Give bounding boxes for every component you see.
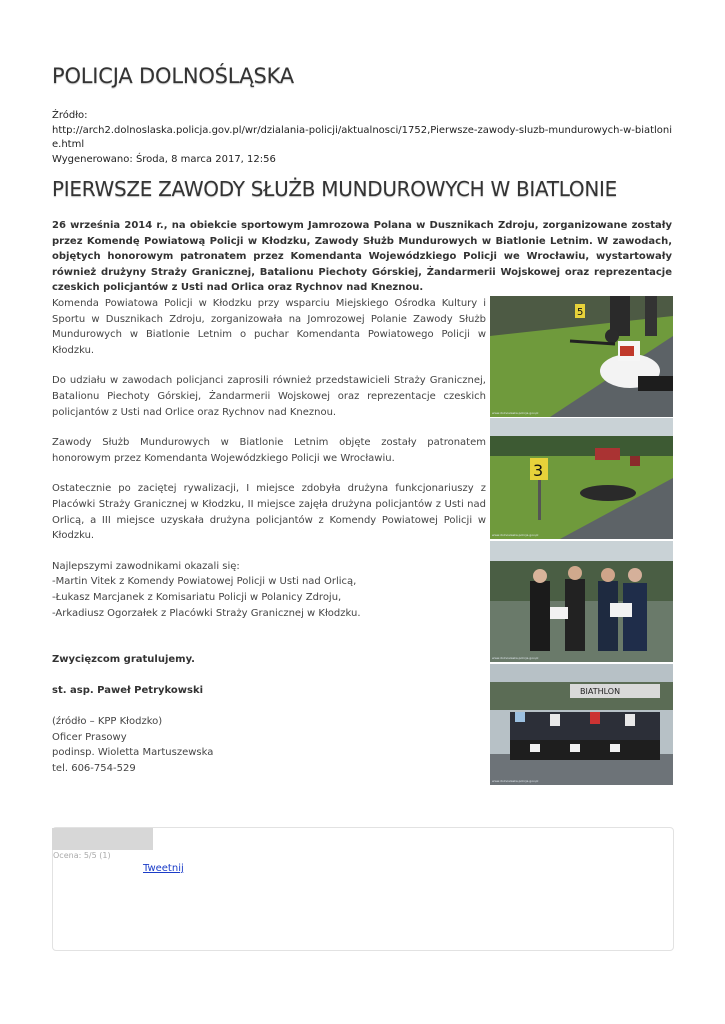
winner-item: -Arkadiusz Ogorzałek z Placówki Straży Granicznej w Kłodzku. [52,607,361,619]
source-meta [52,109,677,167]
photo-caption: www.dolnoslaska.policja.gov.pl [492,533,539,537]
congrats-text: Zwycięzcom gratulujemy. [52,654,195,666]
article-lead: 26 września 2014 r., na obiekcie sportowym Jamrozowa Polana w Dusznikach Zdroju, zorganizowane zostały przez Komendę Powiatową Policji w Kłodzku, Zawody Służb Mundurowych w Biatlonie Letnim. W zawodach, objętych honorowym patronatem przez Komendanta Wojewódzkiego Policji we Wrocławiu, wystartowały również drużyny Straży Granicznej, Batalionu Piechoty Górskiej, Żandarmerii Wojskowej oraz reprezentacje czeskich policjantów z Usti nad Orlica oraz Rychnov nad Kneznou. [52,220,672,294]
body-paragraph: Do udziału w zawodach policjanci zaprosili również przedstawicieli Straży Granicznej, Batalionu Piechoty Górskiej, Żandarmerii Wojskowej oraz reprezentacje czeskich policjantów z Usti nad Orlice oraz Rychnov nad Kneznou. [52,375,486,418]
source-label: Źródło: [52,110,88,121]
lane-number: 3 [533,461,544,480]
generated-date: Wygenerowano: Środa, 8 marca 2017, 12:56 [52,153,276,165]
rating-stars-bar[interactable] [52,828,153,850]
photo-group[interactable] [490,664,673,785]
winner-item: -Łukasz Marcjanek z Komisariatu Policji w Polanicy Zdroju, [52,591,342,603]
footer-line: (źródło – KPP Kłodzko) [52,716,163,728]
site-title: POLICJA DOLNOŚLĄSKA [52,64,294,88]
photo-caption: www.dolnoslaska.policja.gov.pl [492,779,539,783]
winners-intro: Najlepszymi zawodnikami okazali się: [52,560,240,572]
tweet-link[interactable]: Tweetnij [143,863,184,874]
body-paragraph: Zawody Służb Mundurowych w Biatlonie Letnim objęte zostały patronatem honorowym przez Komendanta Wojewódzkiego Policji we Wrocławiu. [52,437,486,464]
lane-number: 5 [577,307,584,318]
footer-line: Oficer Prasowy [52,731,127,743]
photo-officers[interactable] [490,541,673,662]
rating-text: Ocena: 5/5 (1) [53,851,111,860]
photo-caption: www.dolnoslaska.policja.gov.pl [492,656,539,660]
body-paragraph: Ostatecznie po zaciętej rywalizacji, I miejsce zdobyła drużyna funkcjonariuszy z Placówki Straży Granicznej w Kłodzku, II miejsce zajęła drużyna policjantów z Usti nad Orlicą, a III miejsce uzyskała drużyna policjantów z Komendy Powiatowej Policji w Kłodzku. [52,483,486,542]
source-url[interactable]: http://arch2.dolnoslaska.policja.gov.pl/wr/dzialania-policji/aktualnosci/1752,Pierwsze-zawody-sluzb-mundurowych-w-biatlonie.html [52,124,673,150]
photo-caption: www.dolnoslaska.policja.gov.pl [492,411,539,415]
footer-line: tel. 606-754-529 [52,763,136,775]
article-body [52,296,486,777]
body-paragraph: Komenda Powiatowa Policji w Kłodzku przy wsparciu Miejskiego Ośrodka Kultury i Sportu w Dusznikach Zdroju, zorganizowała na Jomrozowej Polanie Zawody Służb Mundurowych w Biatlonie Letnim o puchar Komendanta Powiatowego Policji w Kłodzku. [52,298,486,356]
author-name: st. asp. Paweł Petrykowski [52,684,204,696]
winner-item: -Martin Vitek z Komendy Powiatowej Policji w Usti nad Orlicą, [52,576,357,588]
photo-prone-shooter[interactable] [490,296,673,417]
article-title: PIERWSZE ZAWODY SŁUŻB MUNDUROWYCH W BIATLONIE [52,177,617,201]
photo-lane-three[interactable] [490,418,673,539]
footer-line: podinsp. Wioletta Martuszewska [52,747,214,759]
biathlon-sign: BIATHLON [580,687,621,696]
